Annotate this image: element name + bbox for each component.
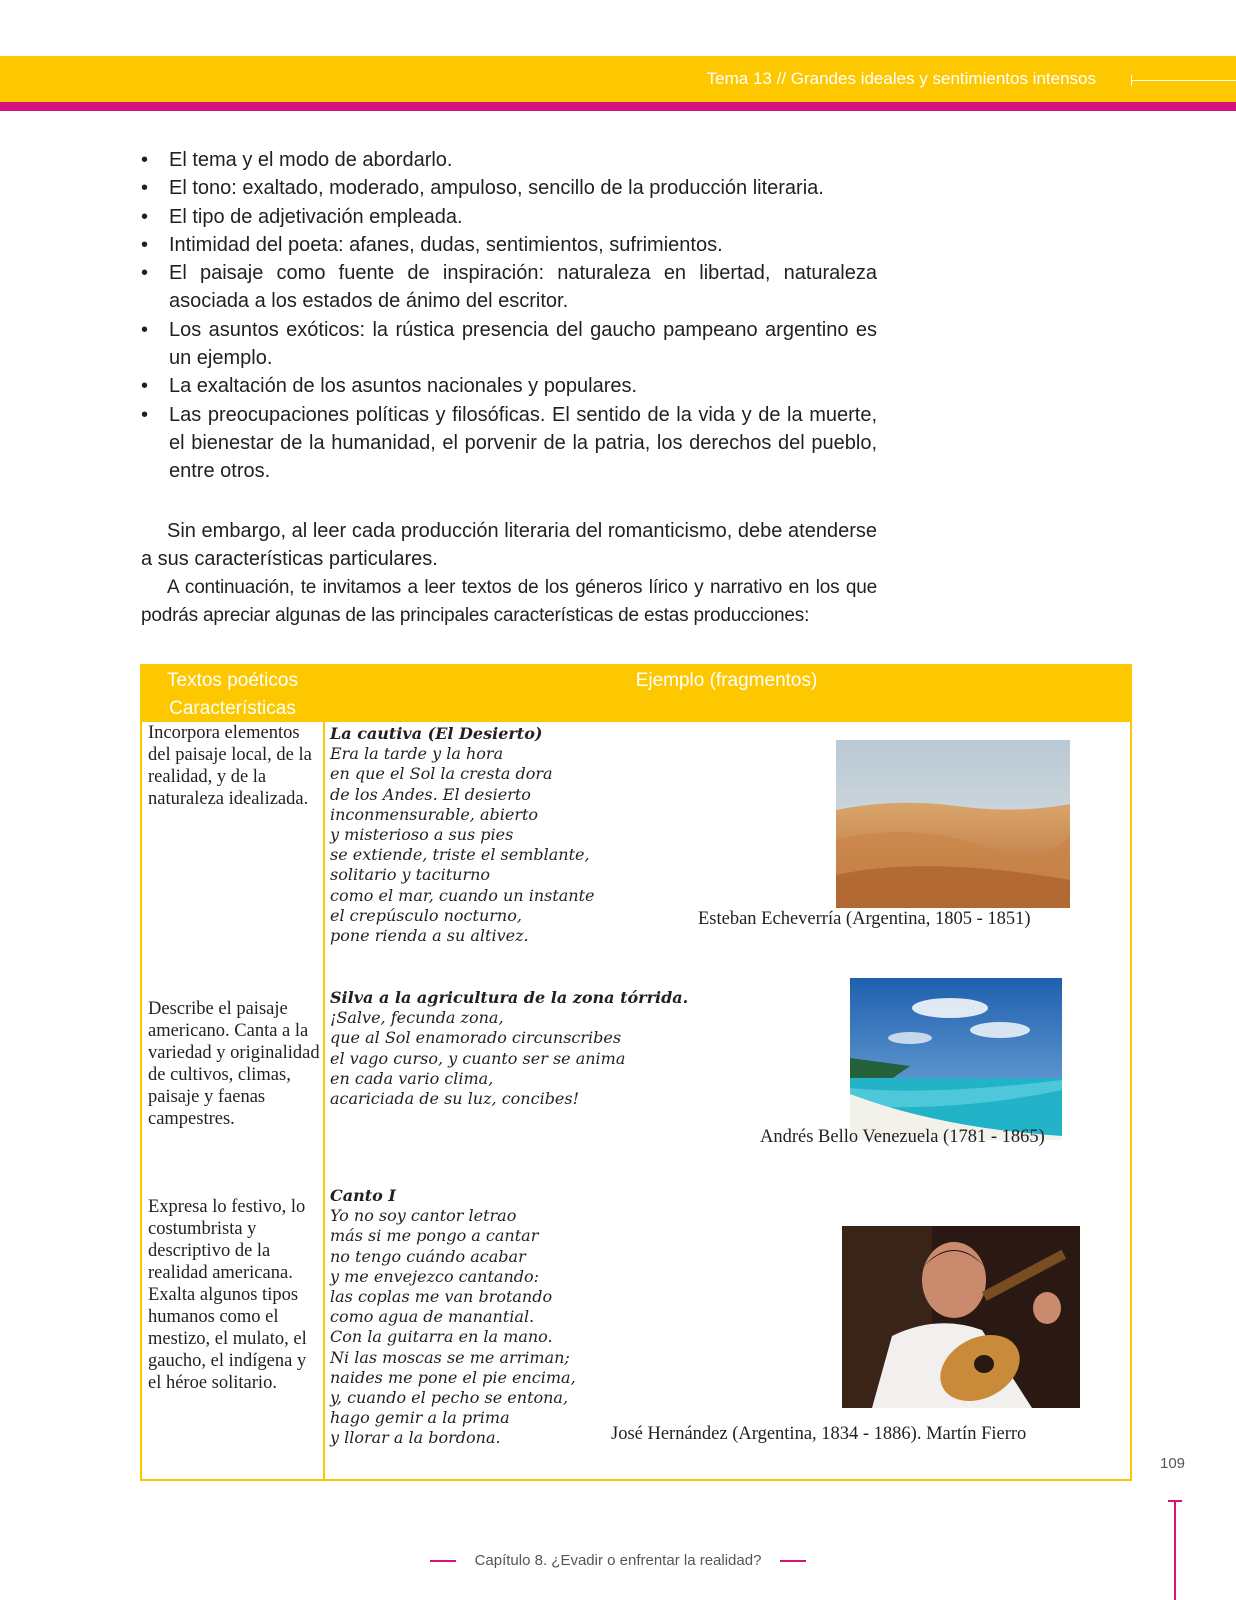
- list-item: • Los asuntos exóticos: la rústica presencia del gaucho pampeano argentino es un ejemplo.: [141, 316, 877, 373]
- header-accent-stripe: [0, 102, 1236, 111]
- poem-line: no tengo cuándo acabar: [330, 1246, 526, 1266]
- page-number: 109: [1160, 1455, 1186, 1472]
- list-item: • El tema y el modo de abordarlo.: [141, 146, 877, 174]
- paragraph: Sin embargo, al leer cada producción literaria del romanticismo, debe atenderse a sus características particulares.: [141, 520, 877, 570]
- characteristics-list: [141, 146, 877, 486]
- author-caption: Esteban Echeverría (Argentina, 1805 - 1851): [698, 909, 1031, 929]
- poem-line: Yo no soy cantor letrao: [330, 1206, 517, 1226]
- column-header-line: Textos poéticos: [167, 670, 298, 691]
- paragraph: A continuación, te invitamos a leer textos de los géneros lírico y narrativo en los que podrás apreciar algunas de las principales características de estas producciones:: [141, 577, 877, 626]
- column-header-characteristics: [142, 666, 323, 723]
- header-title: Tema 13 // Grandes ideales y sentimientos intensos: [706, 69, 1096, 88]
- poem-line: solitario y taciturno: [330, 865, 491, 885]
- column-divider: [323, 666, 325, 1479]
- poem-line: hago gemir a la prima: [330, 1408, 510, 1428]
- poetry-table: [140, 664, 1132, 1481]
- poem-fragment: [330, 724, 595, 946]
- footer-right-marker: [780, 1560, 806, 1562]
- author-caption: José Hernández (Argentina, 1834 - 1886). Martín Fierro: [611, 1424, 1027, 1444]
- poem-line: que al Sol enamorado circunscribes: [330, 1028, 622, 1048]
- beach-photo: [850, 978, 1062, 1140]
- poem-line: más si me pongo a cantar: [330, 1226, 539, 1246]
- list-item: • Las preocupaciones políticas y filosóficas. El sentido de la vida y de la muerte, el bienestar de la humanidad, el porvenir de la patria, los derechos del pueblo, entre otros.: [141, 401, 877, 486]
- author-caption: Andrés Bello Venezuela (1781 - 1865): [760, 1127, 1045, 1147]
- table-header: [142, 666, 1130, 722]
- feature-cell: Incorpora elementos del paisaje local, de la realidad, y de la naturaleza idealizada.: [148, 723, 312, 809]
- poem-line: inconmensurable, abierto: [330, 804, 539, 824]
- poem-line: y llorar a la bordona.: [330, 1428, 501, 1448]
- poem-line: y, cuando el pecho se entona,: [330, 1388, 569, 1408]
- poem-title: Silva a la agricultura de la zona tórrida.: [330, 988, 689, 1007]
- footer-left-marker: [430, 1560, 456, 1562]
- list-item: • El tipo de adjetivación empleada.: [141, 203, 877, 231]
- poem-line: Era la tarde y la hora: [330, 744, 504, 764]
- chapter-title: ¿Evadir o enfrentar la realidad?: [551, 1552, 762, 1569]
- poem-title: Canto I: [330, 1186, 396, 1205]
- poem-line: en cada vario clima,: [330, 1068, 494, 1088]
- poem-line: y misterioso a sus pies: [330, 825, 514, 845]
- poem-line: las coplas me van brotando: [330, 1287, 553, 1307]
- poem-line: como el mar, cuando un instante: [330, 885, 595, 905]
- feature-cell: Expresa lo festivo, lo costumbrista y descriptivo de la realidad americana. Exalta algunos tipos humanos como el mestizo, el mulato, el gaucho, el indígena y el héroe solitario.: [148, 1197, 307, 1393]
- poem-title: La cautiva (El Desierto): [330, 724, 543, 743]
- poem-line: ¡Salve, fecunda zona,: [330, 1008, 504, 1028]
- footer: [0, 1552, 1236, 1569]
- list-item: • El tono: exaltado, moderado, ampuloso, sencillo de la producción literaria.: [141, 174, 877, 202]
- poem-fragment: [330, 988, 688, 1109]
- poem-line: el vago curso, y cuanto ser se anima: [330, 1048, 626, 1068]
- poem-line: se extiende, triste el semblante,: [330, 845, 590, 865]
- poem-line: de los Andes. El desierto: [330, 784, 531, 804]
- poem-line: en que el Sol la cresta dora: [330, 764, 553, 784]
- side-marker-line: [1174, 1500, 1176, 1600]
- poem-fragment: [330, 1186, 576, 1449]
- chapter-label: Capítulo 8.: [474, 1552, 548, 1569]
- guitar-player-photo: [842, 1226, 1080, 1408]
- poem-line: pone rienda a su altivez.: [330, 926, 529, 946]
- column-header-line: Características: [169, 698, 296, 719]
- header-rule: [1132, 80, 1236, 81]
- poem-line: el crepúsculo nocturno,: [330, 905, 522, 925]
- column-header-example: Ejemplo (fragmentos): [635, 670, 818, 691]
- poem-line: como agua de manantial.: [330, 1307, 535, 1327]
- desert-photo: [836, 740, 1070, 908]
- list-item: • La exaltación de los asuntos nacionales y populares.: [141, 372, 877, 400]
- feature-cell: Describe el paisaje americano. Canta a la variedad y originalidad de cultivos, climas, paisaje y faenas campestres.: [148, 999, 320, 1129]
- poem-line: y me envejezco cantando:: [330, 1266, 540, 1286]
- poem-line: Con la guitarra en la mano.: [330, 1327, 553, 1347]
- list-item: • Intimidad del poeta: afanes, dudas, sentimientos, sufrimientos.: [141, 231, 877, 259]
- poem-line: acariciada de su luz, concibes!: [330, 1089, 580, 1109]
- list-item: • El paisaje como fuente de inspiración: naturaleza en libertad, naturaleza asociada a los estados de ánimo del escritor.: [141, 259, 877, 316]
- poem-line: Ni las moscas se me arriman;: [330, 1347, 570, 1367]
- poem-line: naides me pone el pie encima,: [330, 1367, 576, 1387]
